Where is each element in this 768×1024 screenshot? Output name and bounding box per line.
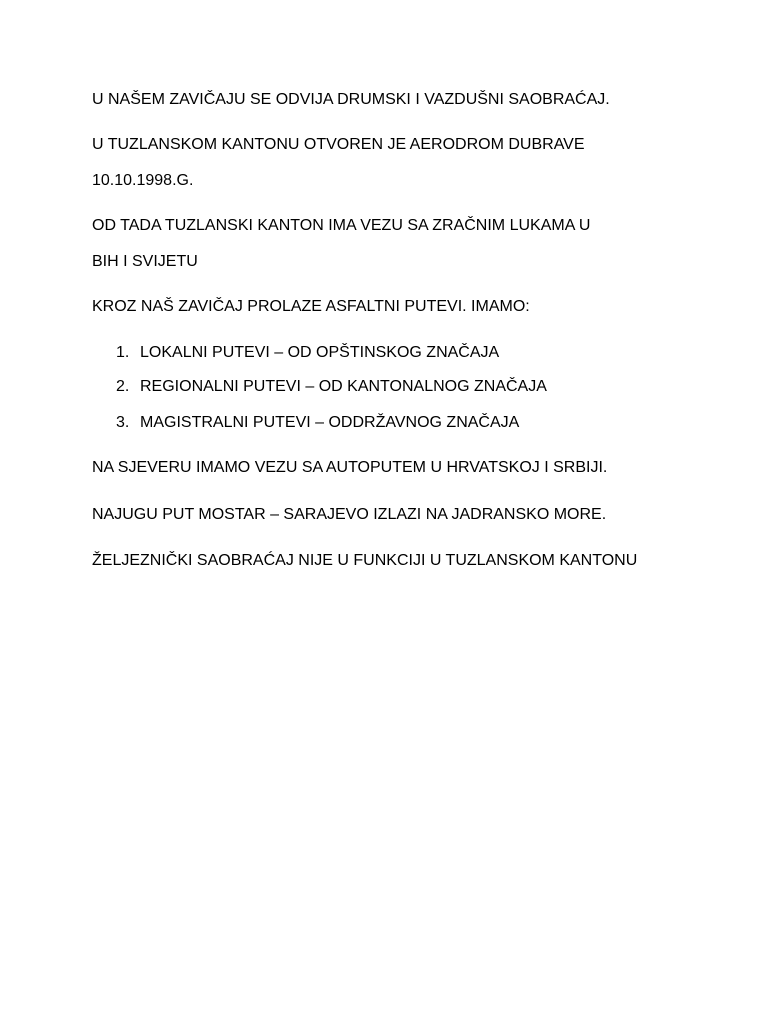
list-item bbox=[116, 377, 547, 397]
paragraph-connections-line-2: BIH I SVIJETU bbox=[92, 253, 198, 270]
list-item-text: MAGISTRALNI PUTEVI – ODDRŽAVNOG ZNAČAJA bbox=[140, 414, 520, 431]
paragraph-connections-line-1: OD TADA TUZLANSKI KANTON IMA VEZU SA ZRAČNIM LUKAMA U bbox=[92, 217, 591, 234]
list-item bbox=[116, 413, 519, 433]
paragraph-roads-intro: KROZ NAŠ ZAVIČAJ PROLAZE ASFALTNI PUTEVI. IMAMO: bbox=[92, 298, 530, 315]
list-item-text: LOKALNI PUTEVI – OD OPŠTINSKOG ZNAČAJA bbox=[140, 344, 500, 361]
list-item-number: 3. bbox=[116, 414, 130, 431]
paragraph-south-road: NAJUGU PUT MOSTAR – SARAJEVO IZLAZI NA JADRANSKO MORE. bbox=[92, 506, 607, 523]
paragraph-airport-line-2: 10.10.1998.G. bbox=[92, 172, 194, 189]
list-item-number: 2. bbox=[116, 378, 130, 395]
paragraph-traffic-intro: U NAŠEM ZAVIČAJU SE ODVIJA DRUMSKI I VAZDUŠNI SAOBRAĆAJ. bbox=[92, 91, 610, 108]
list-item-number: 1. bbox=[116, 344, 130, 361]
paragraph-north-highway: NA SJEVERU IMAMO VEZU SA AUTOPUTEM U HRVATSKOJ I SRBIJI. bbox=[92, 459, 608, 476]
list-item bbox=[116, 343, 499, 363]
paragraph-railway: ŽELJEZNIČKI SAOBRAĆAJ NIJE U FUNKCIJI U TUZLANSKOM KANTONU bbox=[92, 552, 638, 569]
paragraph-airport-line-1: U TUZLANSKOM KANTONU OTVOREN JE AERODROM DUBRAVE bbox=[92, 136, 585, 153]
list-item-text: REGIONALNI PUTEVI – OD KANTONALNOG ZNAČAJA bbox=[140, 378, 547, 395]
